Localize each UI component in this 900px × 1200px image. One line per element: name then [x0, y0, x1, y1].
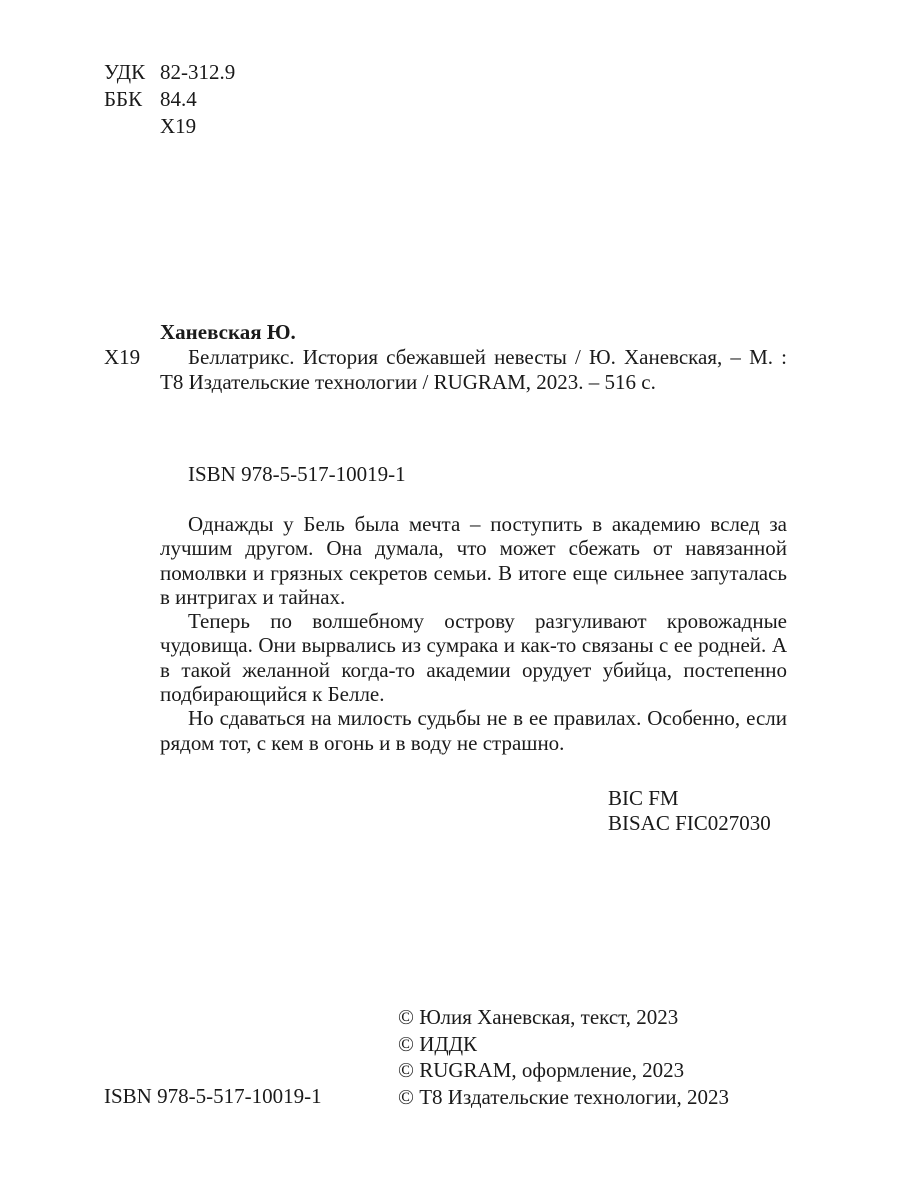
udk-value: 82-312.9	[160, 60, 236, 84]
bisac-code: BISAC FIC027030	[608, 810, 771, 835]
isbn-footer: ISBN 978-5-517-10019-1	[104, 1084, 322, 1108]
author-mark-row	[104, 114, 196, 139]
annotation	[160, 512, 787, 755]
author-mark-top: Х19	[160, 114, 197, 138]
bibliographic-description	[160, 345, 787, 394]
udk-label: УДК	[104, 60, 146, 84]
bibliographic-text: Беллатрикс. История сбежавшей невесты / Ю. Ханевская, – М. : Т8 Издательские технологии / RUGRAM, 2023. – 516 с.	[160, 345, 787, 394]
copyright-line: © ИДДК	[398, 1031, 478, 1056]
bbk-label: ББК	[104, 87, 143, 111]
subject-codes	[608, 786, 771, 835]
bbk-value: 84.4	[160, 87, 197, 111]
isbn-catalog: ISBN 978-5-517-10019-1	[188, 462, 406, 486]
udk-row	[104, 60, 235, 85]
annotation-paragraph: Однажды у Бель была мечта – поступить в академию вслед за лучшим другом. Она думала, что может сбежать от навязанной помолвки и грязных секретов семьи. В итоге еще сильнее запуталась в интригах и тайнах.	[160, 512, 787, 609]
bic-code: BIC FM	[608, 786, 679, 810]
copyright-line: © Юлия Ханевская, текст, 2023	[398, 1005, 679, 1029]
author-mark-side: Х19	[104, 345, 141, 369]
annotation-paragraph: Но сдаваться на милость судьбы не в ее правилах. Особенно, если рядом тот, с кем в огонь и в воду не страшно.	[160, 706, 787, 755]
copyright-line: © RUGRAM, оформление, 2023	[398, 1058, 685, 1082]
annotation-paragraph: Теперь по волшебному острову разгуливают кровожадные чудовища. Они вырвались из сумрака и как-то связаны с ее родней. А в такой желанной когда-то академии орудует убийца, постепенно подбирающийся к Белле.	[160, 609, 787, 707]
copyright-list	[398, 1005, 729, 1111]
copyright-line: © Т8 Издательские технологии, 2023	[398, 1084, 729, 1109]
author-heading: Ханевская Ю.	[160, 320, 296, 344]
bbk-row	[104, 87, 197, 112]
